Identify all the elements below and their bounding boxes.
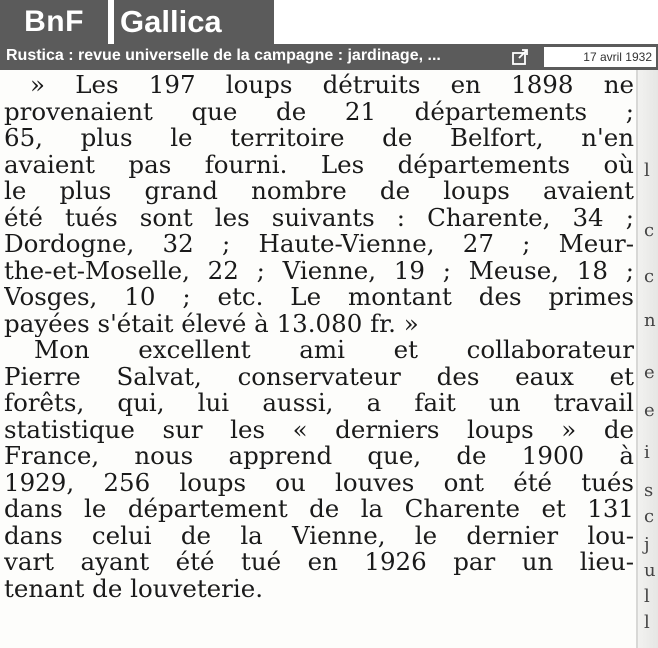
text-line: the-et-Moselle, 22 ; Vienne, 19 ; Meuse, 18 ; [4, 257, 634, 284]
text-line: France, nous apprend que, de 1900 à [4, 443, 634, 470]
margin-char: i [644, 442, 650, 463]
margin-char: l [644, 612, 650, 633]
bnf-logo[interactable] [0, 0, 108, 44]
text-line: dans celui de la Vienne, le dernier lou- [4, 522, 634, 549]
text-line: le plus grand nombre de loups avaient [4, 178, 634, 205]
margin-char: c [644, 220, 655, 241]
text-line: Vosges, 10 ; etc. Le montant des primes [4, 284, 634, 311]
margin-char: j [644, 534, 650, 555]
text-line: statistique sur les « derniers loups » de [4, 416, 634, 443]
margin-char: u [644, 560, 656, 581]
margin-char: c [644, 506, 655, 527]
text-line: payées s'était élevé à 13.080 fr. » [4, 310, 419, 337]
text-line: avaient pas fourni. Les départements où [4, 151, 634, 178]
document-date: 17 avril 1932 [544, 47, 656, 67]
text-line: 1929, 256 loups ou louves ont été tués [4, 469, 634, 496]
text-line: tenant de louveterie. [4, 575, 263, 602]
margin-char: l [644, 160, 650, 181]
document-title[interactable]: Rustica : revue universelle de la campagne : jardinage, ... [6, 47, 441, 64]
text-line: Pierre Salvat, conservateur des eaux et [4, 363, 634, 390]
text-line: dans le département de la Charente et 131 [4, 496, 634, 523]
margin-char: n [644, 310, 656, 331]
site-name: Gallica [120, 4, 222, 39]
text-line: Dordogne, 32 ; Haute-Vienne, 27 ; Meur- [4, 231, 634, 258]
margin-char: e [644, 400, 655, 421]
text-line: été tués sont les suivants : Charente, 34 ; [4, 204, 634, 231]
document-title-bar [0, 44, 658, 70]
text-line: forêts, qui, lui aussi, a fait un travail [4, 390, 634, 417]
text-line: provenaient que de 21 départements ; [4, 98, 634, 125]
top-bar [0, 0, 658, 44]
scanned-page [0, 70, 658, 648]
gallica-logo[interactable] [114, 0, 274, 44]
text-line: 65, plus le territoire de Belfort, n'en [4, 125, 634, 152]
text-line: » Les 197 loups détruits en 1898 ne [30, 72, 634, 99]
margin-char: l [644, 586, 650, 607]
share-icon[interactable] [510, 47, 532, 67]
margin-char: s [644, 480, 654, 501]
text-line: vart ayant été tué en 1926 par un lieu- [4, 549, 634, 576]
margin-char: e [644, 362, 655, 383]
text-line: Mon excellent ami et collaborateur [34, 337, 634, 364]
scanned-text [4, 72, 634, 602]
margin-char: c [644, 266, 655, 287]
logo-text: BnF [24, 5, 84, 38]
